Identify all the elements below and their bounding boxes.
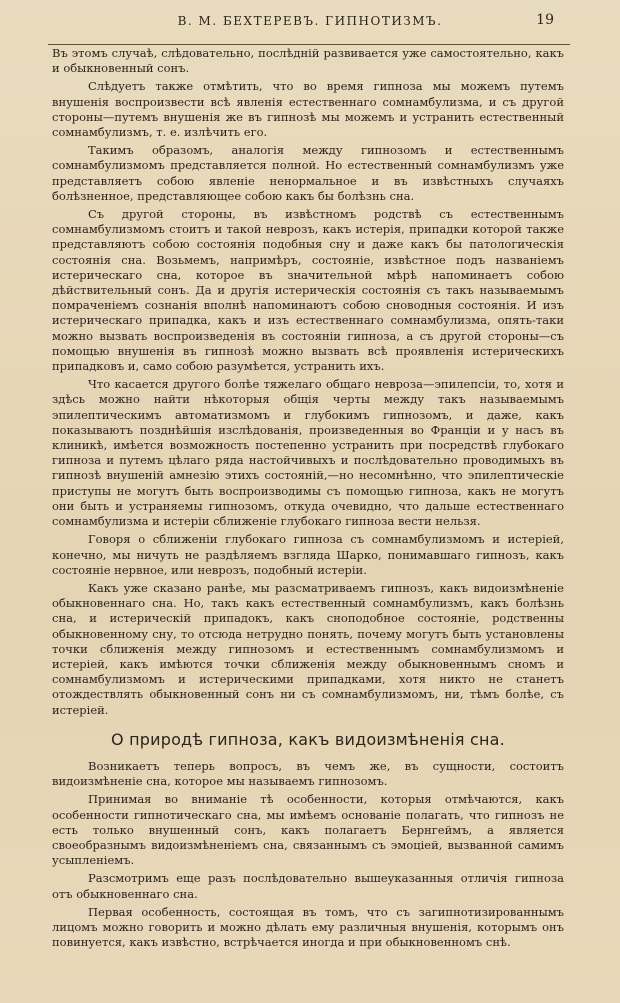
paragraph: Съ другой стороны, въ извѣстномъ родствѣ съ естественнымъ сомнамбулизмомъ стоитъ и такой неврозъ, какъ истерія, припадки которой также представляютъ собою состоянія подобныя сну и даже какъ бы патологическія состоянія сна. Возьмемъ, напримѣръ, состояніе, извѣстное подъ названіемъ истерическаго сна, которое въ значительной мѣрѣ напоминаетъ собою дѣйствительный сонъ. Да и другія истерическія состоянія съ такъ называемымъ помраченіемъ сознанія вполнѣ напоминаютъ собою сноводныя состоянія. И изъ истерическаго припадка, какъ и изъ естественнаго сомнамбулизма, опять-таки можно вызвать воспроизведенія въ состояніи гипноза, а съ другой стороны—съ помощью внушенія въ гипнозѣ можно вызвать всѣ проявленія истерическихъ припадковъ и, само собою разумѣется, устранить ихъ. bbox=[52, 207, 564, 374]
page-header bbox=[0, 10, 620, 36]
paragraph: Возникаетъ теперь вопросъ, въ чемъ же, въ сущности, состоитъ видоизмѣненіе сна, которое мы называемъ гипнозомъ. bbox=[52, 758, 564, 789]
paragraph: Разсмотримъ еще разъ послѣдовательно вышеуказанныя отличія гипноза отъ обыкновеннаго сна. bbox=[52, 871, 564, 901]
header-rule bbox=[48, 44, 570, 45]
page-number: 19 bbox=[536, 12, 554, 28]
section-title: О природѣ гипноза, какъ видоизмѣненія сна. bbox=[111, 729, 505, 749]
paragraph: Принимая во вниманіе тѣ особенности, которыя отмѣчаются, какъ особенности гипнотическаго сна, мы имѣемъ основаніе полагать, что гипнозъ не есть только внушенный сонъ, какъ полагаетъ Бернгеймъ, а является своеобразнымъ видоизмѣненіемъ сна, связаннымъ съ эмоціей, вызванной самимъ усыпленіемъ. bbox=[52, 792, 564, 868]
body-text bbox=[52, 46, 564, 953]
running-title: В. М. БЕХТЕРЕВЪ. ГИПНОТИЗМЪ. bbox=[177, 14, 443, 28]
paragraph: Какъ уже сказано ранѣе, мы разсматриваемъ гипнозъ, какъ видоизмѣненіе обыкновеннаго сна. Но, такъ какъ естественный сомнамбулизмъ, какъ болѣзнь сна, и истерическій припадокъ, какъ сноподобное состояніе, родственны обыкновенному сну, то отсюда нетрудно понять, почему могутъ быть установлены точки сближенія между гипнозомъ и естественнымъ сомнамбулизмомъ и истеріей, какъ имѣются точки сближенія между обыкновеннымъ сномъ и сомнамбулизмомъ и истерическими припадками, хотя никто не станетъ отождествлять обыкновенный сонъ ни съ сомнамбулизмомъ, ни, тѣмъ болѣе, съ истеріей. bbox=[52, 580, 564, 717]
paragraph: Первая особенность, состоящая въ томъ, что съ загипнотизированнымъ лицомъ можно говорить и можно дѣлать ему различныя внушенія, которымъ онъ повинуется, какъ извѣстно, встрѣчается иногда и при обыкновенномъ снѣ. bbox=[52, 904, 564, 950]
paragraph: Въ этомъ случаѣ, слѣдовательно, послѣдній развивается уже самостоятельно, какъ и обыкновенный сонъ. bbox=[52, 46, 564, 76]
paragraph: Говоря о сближеніи глубокаго гипноза съ сомнамбулизмомъ и истеріей, конечно, мы ничуть не раздѣляемъ взгляда Шарко, понимавшаго гипнозъ, какъ состояніе нервное, или неврозъ, подобный истеріи. bbox=[52, 532, 564, 577]
paragraph: Слѣдуетъ также отмѣтить, что во время гипноза мы можемъ путемъ внушенія воспроизвести всѣ явленія естественнаго сомнамбулизма, и съ другой стороны—путемъ внушенія же въ гипнозѣ мы можемъ и устранить естественный сомнамбулизмъ, т. е. излѣчить его. bbox=[52, 79, 564, 140]
paragraph: Что касается другого болѣе тяжелаго общаго невроза—эпилепсіи, то, хотя и здѣсь можно найти нѣкоторыя общія черты между такъ называемымъ эпилептическимъ автоматизмомъ и глубокимъ гипнозомъ, и даже, какъ показываютъ позднѣйшія изслѣдованія, произведенныя во Франціи и у насъ въ клиникѣ, имѣется возможность постепенно устранить при посредствѣ глубокаго гипноза и путемъ цѣлаго ряда настойчивыхъ и послѣдовательно проводимыхъ въ гипнозѣ внушеній амнезію этихъ состояній,—но несомнѣнно, что эпилептическіе приступы не могутъ быть воспроизводимы съ помощью гипноза, какъ не могутъ они быть и устраняемы гипнозомъ, откуда очевидно, что дальше естественнаго сомнамбулизма и истеріи сближеніе глубокаго гипноза вести нельзя. bbox=[52, 377, 564, 529]
paragraph: Такимъ образомъ, аналогія между гипнозомъ и естественнымъ сомнамбулизмомъ представляется полной. Но естественный сомнамбулизмъ уже представляетъ собою явленіе ненормальное и въ извѣстныхъ случаяхъ болѣзненное, представляющее собою какъ бы болѣзнь сна. bbox=[52, 143, 564, 203]
